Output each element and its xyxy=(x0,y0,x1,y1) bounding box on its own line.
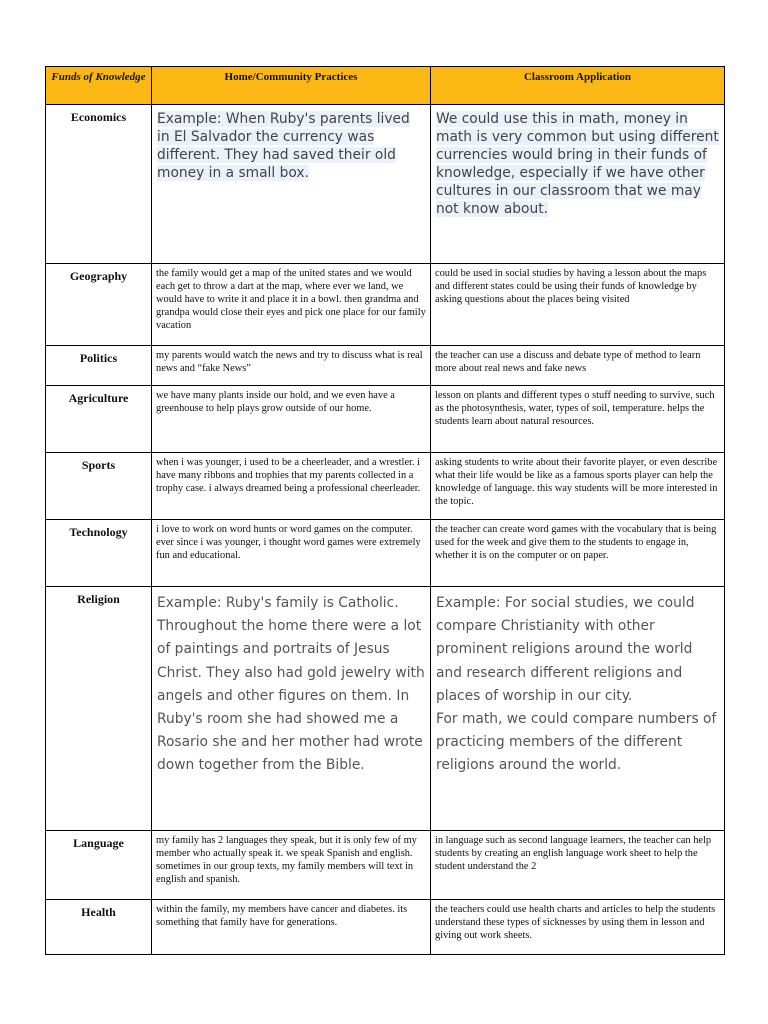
category-cell: Religion xyxy=(46,587,152,831)
category-cell: Sports xyxy=(46,453,152,520)
classroom-cell: in language such as second language learners, the teacher can help students by creating an english language work sheet to help the student understand the 2 xyxy=(431,831,725,900)
home-text: Example: When Ruby's parents lived in El Salvador the currency was different. They had saved their old money in a small box. xyxy=(157,111,410,181)
home-cell: the family would get a map of the united states and we would each get to throw a dart at the map, where ever we land, we would have to write it and place it in a bowl. then grandma and grandpa would close their eyes and pick one place for our family vacation xyxy=(152,264,431,346)
classroom-cell: could be used in social studies by having a lesson about the maps and different states could be using their funds of knowledge by asking questions about the places being visited xyxy=(431,264,725,346)
home-cell: when i was younger, i used to be a cheerleader, and a wrestler. i have many ribbons and trophies that my parents collected in a trophy case. i always dreamed being a professional cheerleader. xyxy=(152,453,431,520)
table-row xyxy=(46,105,725,264)
home-cell: Example: Ruby's family is Catholic. Throughout the home there were a lot of paintings and portraits of Jesus Christ. They also had gold jewelry with angels and other figures on them. In Ruby's room she had showed me a Rosario she and her mother had wrote down together from the Bible. xyxy=(152,587,431,831)
classroom-paragraph-1: Example: For social studies, we could compare Christianity with other prominent religions around the world and research different religions and places of worship in our city. xyxy=(436,595,695,704)
header-home-community: Home/Community Practices xyxy=(152,67,431,105)
home-cell: within the family, my members have cancer and diabetes. its something that family have for generations. xyxy=(152,900,431,955)
classroom-cell: lesson on plants and different types o stuff needing to survive, such as the photosynthesis, water, types of soil, temperature. helps the students learn about natural resources. xyxy=(431,386,725,453)
category-cell: Geography xyxy=(46,264,152,346)
classroom-cell: the teachers could use health charts and articles to help the students understand these types of sicknesses by using them in lesson and giving out work sheets. xyxy=(431,900,725,955)
table-row xyxy=(46,386,725,453)
classroom-cell: the teacher can create word games with the vocabulary that is being used for the week and give them to the students to engage in, whether it is on the computer or on paper. xyxy=(431,520,725,587)
header-funds-of-knowledge: Funds of Knowledge xyxy=(46,67,152,105)
category-cell: Agriculture xyxy=(46,386,152,453)
home-cell: my parents would watch the news and try to discuss what is real news and “fake News” xyxy=(152,346,431,386)
category-cell: Politics xyxy=(46,346,152,386)
classroom-cell xyxy=(431,587,725,831)
header-classroom-application: Classroom Application xyxy=(431,67,725,105)
category-cell: Health xyxy=(46,900,152,955)
classroom-paragraph-2: For math, we could compare numbers of practicing members of the different religions around the world. xyxy=(436,711,717,774)
table-row xyxy=(46,831,725,900)
home-cell: my family has 2 languages they speak, but it is only few of my member who actually speak it. we speak Spanish and english. sometimes in our group texts, my family members will text in english and spanish. xyxy=(152,831,431,900)
category-cell: Economics xyxy=(46,105,152,264)
table-row xyxy=(46,900,725,955)
category-cell: Language xyxy=(46,831,152,900)
classroom-text: We could use this in math, money in math is very common but using different currencies would bring in their funds of knowledge, especially if we have other cultures in our classroom that we may not know about. xyxy=(436,111,719,217)
table-row xyxy=(46,520,725,587)
table-row xyxy=(46,264,725,346)
table-row xyxy=(46,587,725,831)
table-row xyxy=(46,346,725,386)
home-cell: we have many plants inside our hold, and we even have a greenhouse to help plays grow outside of our home. xyxy=(152,386,431,453)
table-header-row xyxy=(46,67,725,105)
table-row xyxy=(46,453,725,520)
classroom-cell xyxy=(431,105,725,264)
home-cell: i love to work on word hunts or word games on the computer. ever since i was younger, i thought word games were extremely fun and educational. xyxy=(152,520,431,587)
classroom-cell: the teacher can use a discuss and debate type of method to learn more about real news and fake news xyxy=(431,346,725,386)
category-cell: Technology xyxy=(46,520,152,587)
home-cell xyxy=(152,105,431,264)
classroom-cell: asking students to write about their favorite player, or even describe what their life would be like as a famous sports player can help the knowledge of language. this way students will be more interested in the topic. xyxy=(431,453,725,520)
funds-of-knowledge-table xyxy=(45,66,725,955)
